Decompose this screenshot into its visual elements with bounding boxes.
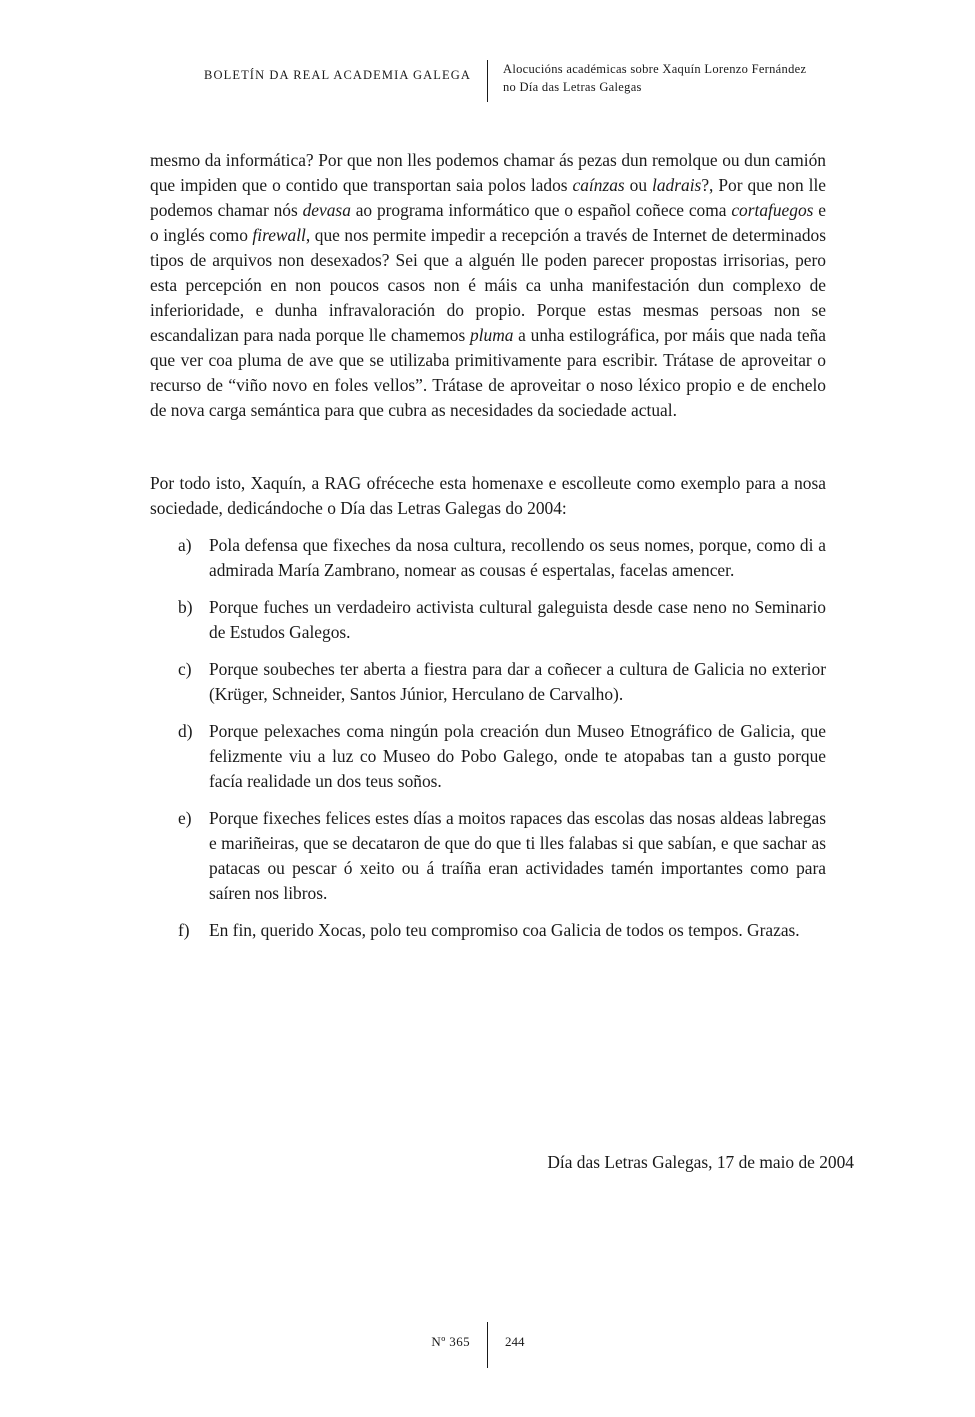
paragraph-1: mesmo da informática? Por que non lles podemos chamar ás pezas dun remolque ou dun camión que impiden que o contido que transportan saia polos lados caínzas ou ladrais?, Por que non lle podemos chamar nós devasa ao programa informático que o español coñece coma cortafuegos e o inglés como firewall, que nos permite impedir a recepción a través de Internet de determinados tipos de arquivos non desexados? Sei que a alguén lle poden parecer propostas irrisorias, pero esta percepción en non poucos casos non é máis ca unha manifestación dun complexo de inferioridade, e dunha infravaloración do propio. Porque estas mesmas persoas non se escandalizan para nada porque lle chamemos pluma a unha estilográfica, por máis que nada teña que ver coa pluma de ave que se utilizaba primitivamente para escribir. Trátase de aproveitar o recurso de “viño novo en foles vellos”. Trátase de aproveitar o noso léxico propio e de enchelo de nova carga semántica para que cubra as necesidades da sociedade actual. [150, 150, 826, 420]
list-item [150, 918, 826, 943]
main-text [150, 148, 826, 955]
list-item-text: Porque soubeches ter aberta a fiestra para dar a coñecer a cultura de Galicia no exterior (Krüger, Schneider, Santos Júnior, Herculano de Carvalho). [209, 659, 826, 704]
page-number: 244 [505, 1334, 525, 1349]
page-footer [0, 1322, 975, 1368]
list-marker: f) [178, 920, 190, 940]
section-title [503, 60, 806, 96]
list-item [150, 806, 826, 906]
italic-term-cortafuegos: cortafuegos [731, 200, 814, 220]
section-title-line-2: no Día das Letras Galegas [503, 80, 642, 94]
running-header [0, 60, 975, 102]
list-item [150, 595, 826, 645]
list-item [150, 657, 826, 707]
header-divider [487, 60, 488, 102]
list-item [150, 719, 826, 794]
list-marker: d) [178, 721, 193, 741]
italic-term-firewall: firewall [252, 225, 306, 245]
list-marker: c) [178, 659, 192, 679]
italic-term-devasa: devasa [302, 200, 351, 220]
italic-term-ladrais: ladrais [652, 175, 702, 195]
italic-term-cainzas: caínzas [572, 175, 625, 195]
list-marker: b) [178, 597, 193, 617]
section-title-line-1: Alocucións académicas sobre Xaquín Lorenzo Fernández [503, 62, 807, 76]
paragraph-2: Por todo isto, Xaquín, a RAG ofréceche esta homenaxe e escolleute como exemplo para a nosa sociedade, dedicándoche o Día das Letras Galegas do 2004: [150, 473, 826, 518]
list-item-text: Porque fixeches felices estes días a moitos rapaces das escolas das nosas aldeas labregas e mariñeiras, que se decataron de que do que ti lles falabas si que sabían, e que sachar as patacas ou pescar ó xeito ou á traíña eran actividades tamén importantes como para saíren nos libros. [209, 808, 826, 903]
list-item [150, 533, 826, 583]
italic-term-pluma: pluma [469, 325, 514, 345]
list-item-text: Porque pelexaches coma ningún pola creación dun Museo Etnográfico de Galicia, que felizmente viu a luz co Museo do Pobo Galego, onde te atopabas tan a gusto porque facía realidade un dos teus soños. [209, 721, 826, 791]
issue-number: Nº 365 [431, 1334, 470, 1349]
dedication-list [150, 533, 826, 943]
list-item-text: En fin, querido Xocas, polo teu compromiso coa Galicia de todos os tempos. Grazas. [209, 920, 800, 940]
journal-title: BOLETÍN DA REAL ACADEMIA GALEGA [204, 68, 471, 82]
list-item-text: Porque fuches un verdadeiro activista cultural galeguista desde case neno no Seminario de Estudos Galegos. [209, 597, 826, 642]
list-item-text: Pola defensa que fixeches da nosa cultura, recollendo os seus nomes, porque, como di a admirada María Zambrano, nomear as cousas é espertalas, facelas amencer. [209, 535, 826, 580]
date-signature: Día das Letras Galegas, 17 de maio de 2004 [547, 1152, 854, 1172]
footer-divider [487, 1322, 488, 1368]
list-marker: e) [178, 808, 192, 828]
list-marker: a) [178, 535, 192, 555]
